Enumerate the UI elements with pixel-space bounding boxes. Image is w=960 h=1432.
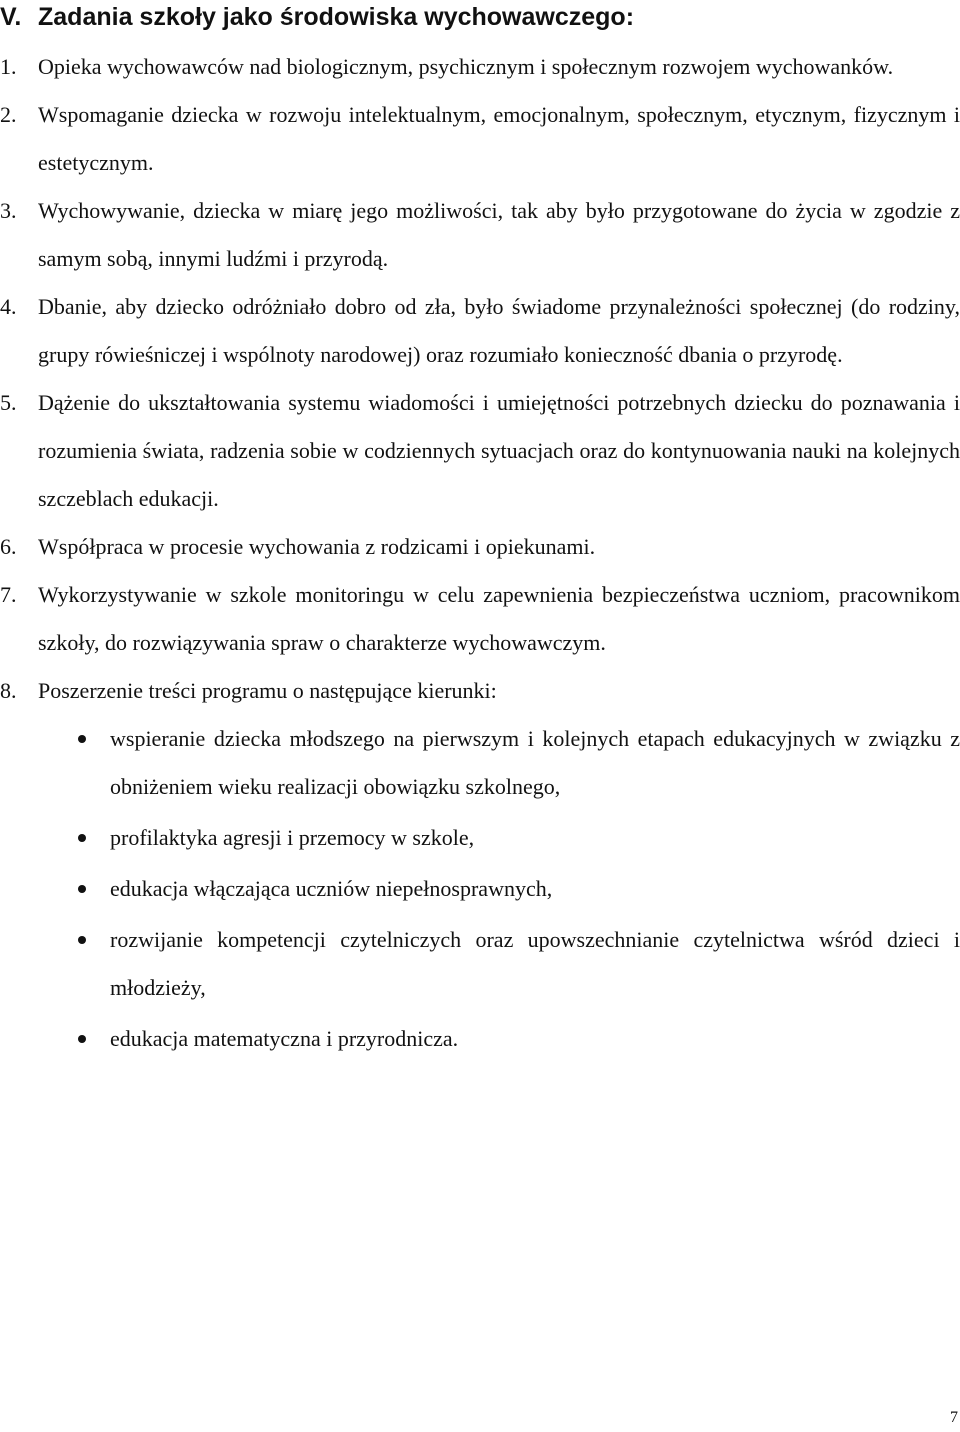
section-number: V.	[0, 3, 22, 31]
tasks-list	[0, 43, 960, 1063]
bullet-item	[0, 715, 960, 811]
list-item	[0, 91, 960, 187]
list-item	[0, 523, 960, 571]
directions-list	[0, 715, 960, 1063]
list-item	[0, 187, 960, 283]
list-item	[0, 571, 960, 667]
item-number: 7.	[0, 582, 17, 607]
bullet-icon	[0, 1015, 110, 1063]
bullet-icon	[0, 865, 110, 913]
bullet-item	[0, 916, 960, 1012]
item-number: 6.	[0, 534, 17, 559]
item-number: 3.	[0, 198, 17, 223]
item-text: Poszerzenie treści programu o następujące kierunki:	[38, 678, 497, 703]
bullet-item	[0, 865, 960, 913]
list-item	[0, 379, 960, 523]
bullet-icon	[0, 814, 110, 862]
item-number: 5.	[0, 390, 17, 415]
bullet-icon	[0, 916, 110, 964]
item-text: Wspomaganie dziecka w rozwoju intelektualnym, emocjonalnym, społecznym, etycznym, fizycznym i estetycznym.	[38, 102, 960, 175]
section-title: Zadania szkoły jako środowiska wychowawczego:	[38, 3, 635, 31]
bullet-text: rozwijanie kompetencji czytelniczych oraz upowszechnianie czytelnictwa wśród dzieci i młodzieży,	[110, 927, 960, 1000]
list-item	[0, 43, 960, 91]
item-text: Wykorzystywanie w szkole monitoringu w celu zapewnienia bezpieczeństwa uczniom, pracownikom szkoły, do rozwiązywania spraw o charakterze wychowawczym.	[38, 582, 960, 655]
bullet-text: edukacja włączająca uczniów niepełnosprawnych,	[110, 876, 553, 901]
bullet-text: wspieranie dziecka młodszego na pierwszym i kolejnych etapach edukacyjnych w związku z obniżeniem wieku realizacji obowiązku szkolnego,	[110, 726, 960, 799]
bullet-item	[0, 1015, 960, 1063]
item-number: 1.	[0, 54, 17, 79]
bullet-item	[0, 814, 960, 862]
bullet-text: profilaktyka agresji i przemocy w szkole,	[110, 825, 475, 850]
item-text: Dbanie, aby dziecko odróżniało dobro od zła, było świadome przynależności społecznej (do rodziny, grupy rówieśniczej i wspólnoty narodowej) oraz rozumiało konieczność dbania o przyrodę.	[38, 294, 960, 367]
bullet-icon	[0, 715, 110, 763]
item-text: Opieka wychowawców nad biologicznym, psychicznym i społecznym rozwojem wychowanków.	[38, 54, 894, 79]
item-text: Współpraca w procesie wychowania z rodzicami i opiekunami.	[38, 534, 596, 559]
item-text: Dążenie do ukształtowania systemu wiadomości i umiejętności potrzebnych dziecku do poznawania i rozumienia świata, radzenia sobie w codziennych sytuacjach oraz do kontynuowania nauki na kolejnych szczeblach edukacji.	[38, 390, 960, 511]
list-item	[0, 283, 960, 379]
item-number: 8.	[0, 678, 17, 703]
list-item	[0, 667, 960, 715]
item-number: 4.	[0, 294, 17, 319]
item-text: Wychowywanie, dziecka w miarę jego możliwości, tak aby było przygotowane do życia w zgodzie z samym sobą, innymi ludźmi i przyrodą.	[38, 198, 960, 271]
page-number: 7	[950, 1409, 958, 1426]
item-number: 2.	[0, 102, 17, 127]
bullet-text: edukacja matematyczna i przyrodnicza.	[110, 1026, 459, 1051]
section-heading	[0, 0, 960, 34]
